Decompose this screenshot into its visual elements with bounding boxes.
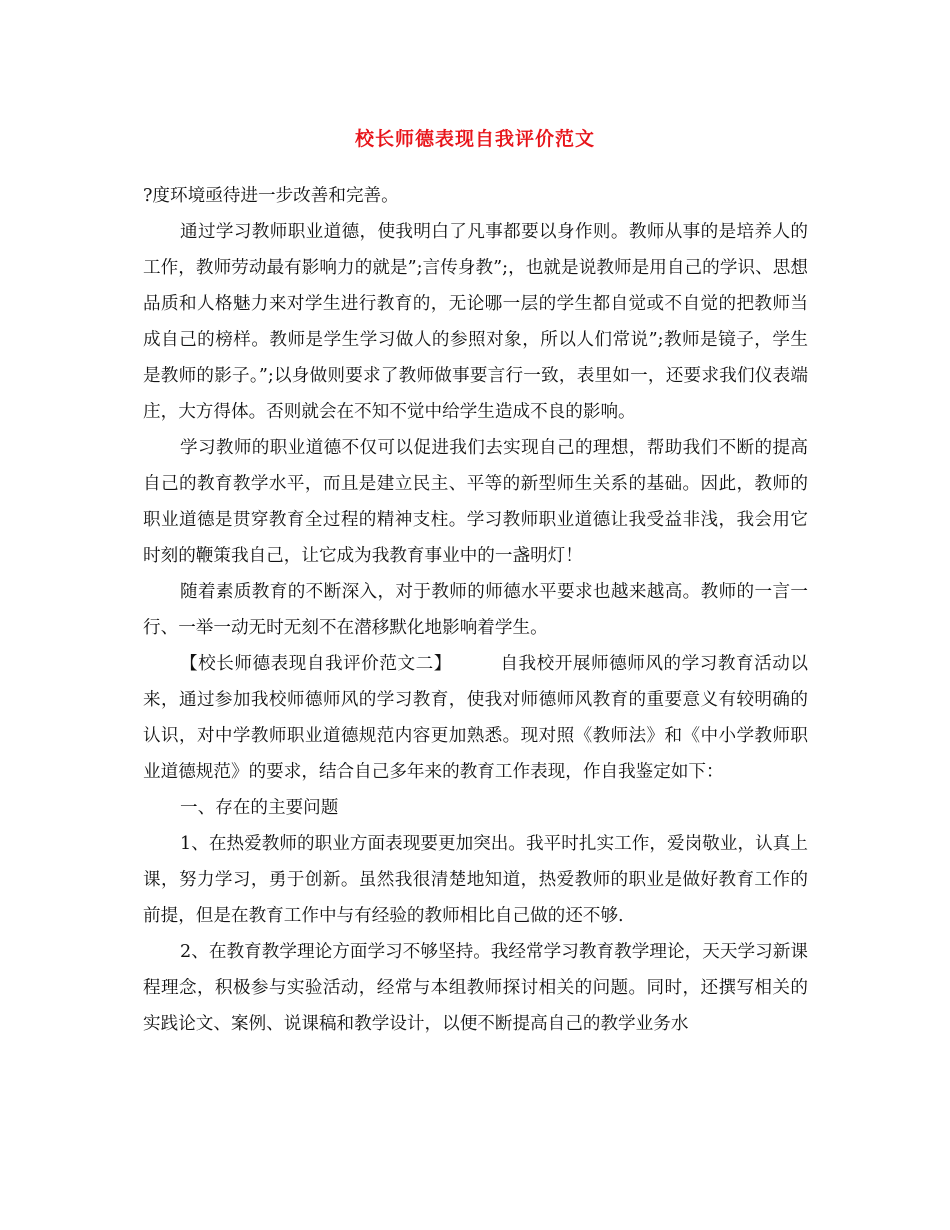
paragraph-teacher-role-model: 通过学习教师职业道德，使我明白了凡事都要以身作则。教师从事的是培养人的工作，教师劳动最有影响力的就是”;言传身教”;，也就是说教师是用自己的学识、思想品质和人格魅力来对学生进行教育的，无论哪一层的学生都自觉或不自觉的把教师当成自己的榜样。教师是学生学习做人的参照对象，所以人们常说”;教师是镜子，学生是教师的影子。”;以身做则要求了教师做事要言行一致，表里如一，还要求我们仪表端庄，大方得体。否则就会在不知不觉中给学生造成不良的影响。	[143, 222, 808, 422]
document-title: 校长师德表现自我评价范文	[354, 128, 595, 150]
list-item-1: 1、在热爱教师的职业方面表现要更加突出。我平时扎实工作，爱岗敬业，认真上课，努力学习，勇于创新。虽然我很清楚地知道，热爱教师的职业是做好教育工作的前提，但是在教育工作中与有经验的教师相比自己做的还不够.	[143, 834, 808, 926]
list-item-2: 2、在教育教学理论方面学习不够坚持。我经常学习教育教学理论，天天学习新课程理念，积极参与实验活动，经常与本组教师探讨相关的问题。同时，还撰写相关的实践论文、案例、说课稿和教学设计，以便不断提高自己的教学业务水	[143, 942, 808, 1034]
paragraph-professional-ethics: 学习教师的职业道德不仅可以促进我们去实现自己的理想，帮助我们不断的提高自己的教育教学水平，而且是建立民主、平等的新型师生关系的基础。因此，教师的职业道德是贯穿教育全过程的精神支柱。学习教师职业道德让我受益非浅，我会用它时刻的鞭策我自己，让它成为我教育事业中的一盏明灯！	[143, 438, 808, 566]
paragraph-continuation: ?度环境亟待进一步改善和完善。	[143, 186, 399, 206]
section-2-heading: 【校长师德表现自我评价范文二】	[180, 654, 452, 674]
subheading-main-problems: 一、存在的主要问题	[180, 798, 339, 818]
section-2-paragraph	[143, 646, 808, 790]
section-2-intro: 自我校开展师德师风的学习教育活动以来，通过参加我校师德师风的学习教育，使我对师德师风教育的重要意义有较明确的认识，对中学教师职业道德规范内容更加熟悉。现对照《教师法》和《中小学教师职业道德规范》的要求，结合自己多年来的教育工作表现，作自我鉴定如下：	[143, 654, 808, 782]
paragraph-quality-education: 随着素质教育的不断深入，对于教师的师德水平要求也越来越高。教师的一言一行、一举一动无时无刻不在潜移默化地影响着学生。	[143, 582, 808, 638]
document-body	[143, 178, 808, 1042]
